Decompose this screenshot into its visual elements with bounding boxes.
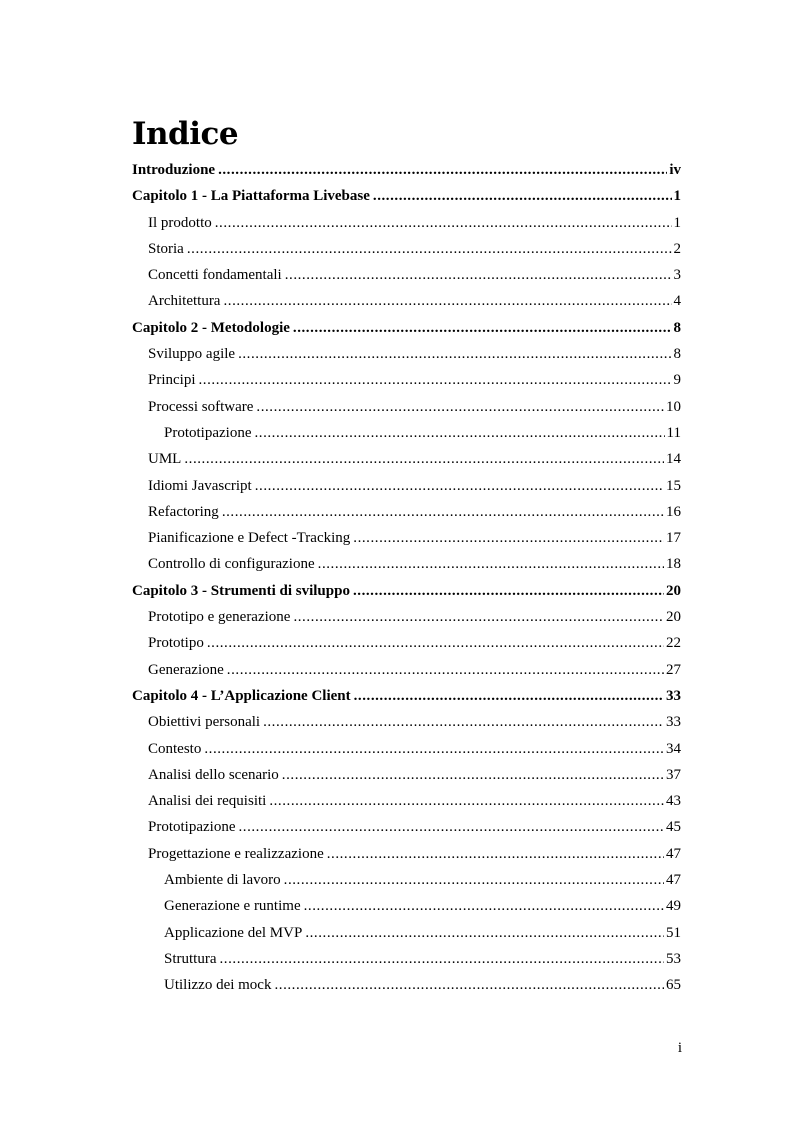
toc-entry-page: 20 <box>666 609 681 626</box>
toc-entry[interactable] <box>132 736 681 762</box>
dot-leader <box>274 972 664 998</box>
toc-entry-label: Capitolo 2 - Metodologie <box>132 319 290 336</box>
toc-entry[interactable] <box>132 446 681 472</box>
dot-leader <box>327 841 664 867</box>
toc-entry-label: Sviluppo agile <box>148 346 236 363</box>
toc-entry[interactable] <box>132 367 681 393</box>
toc-entry-page: 8 <box>673 319 681 336</box>
dot-leader <box>204 736 664 762</box>
page-number: i <box>677 1040 682 1056</box>
dot-leader <box>223 288 671 314</box>
toc-entry-page: 47 <box>666 872 681 889</box>
dot-leader <box>255 473 664 499</box>
dot-leader <box>269 788 664 814</box>
toc-entry-label: Pianificazione e Defect -Tracking <box>148 530 351 547</box>
dot-leader <box>373 183 672 209</box>
toc-entry-page: 4 <box>673 293 681 310</box>
dot-leader <box>353 578 664 604</box>
toc-entry-page: 27 <box>666 661 681 678</box>
dot-leader <box>263 709 664 735</box>
toc-entry-page: 15 <box>666 477 681 494</box>
toc-entry-page: 17 <box>666 530 681 547</box>
toc-entry[interactable] <box>132 604 681 630</box>
toc-entry-label: Prototipo e generazione <box>148 609 291 626</box>
dot-leader <box>293 315 672 341</box>
toc-entry-page: 47 <box>666 845 681 862</box>
toc-entry-label: Struttura <box>164 950 217 967</box>
table-of-contents <box>132 157 681 999</box>
toc-entry[interactable] <box>132 893 681 919</box>
toc-entry-label: Analisi dello scenario <box>148 766 279 783</box>
toc-entry-page: 65 <box>666 977 681 994</box>
dot-leader <box>215 210 672 236</box>
toc-entry-page: 49 <box>666 898 681 915</box>
dot-leader <box>254 420 664 446</box>
toc-entry[interactable] <box>132 814 681 840</box>
dot-leader <box>207 630 664 656</box>
toc-entry-page: 16 <box>666 503 681 520</box>
toc-entry-page: 45 <box>666 819 681 836</box>
toc-entry-label: Generazione <box>148 661 224 678</box>
toc-entry-page: 37 <box>666 766 681 783</box>
toc-entry[interactable] <box>132 578 681 604</box>
toc-entry-page: 43 <box>666 793 681 810</box>
toc-entry[interactable] <box>132 709 681 735</box>
toc-entry[interactable] <box>132 683 681 709</box>
toc-entry-page: 53 <box>666 950 681 967</box>
toc-entry-page: 22 <box>666 635 681 652</box>
dot-leader <box>238 814 664 840</box>
dot-leader <box>305 920 664 946</box>
dot-leader <box>227 657 664 683</box>
toc-entry-label: Controllo di configurazione <box>148 556 315 573</box>
dot-leader <box>304 893 664 919</box>
toc-entry-label: Capitolo 1 - La Piattaforma Livebase <box>132 188 370 205</box>
toc-entry[interactable] <box>132 762 681 788</box>
dot-leader <box>353 525 664 551</box>
toc-entry[interactable] <box>132 288 681 314</box>
toc-entry-page: 1 <box>673 214 681 231</box>
toc-entry-label: Idiomi Javascript <box>148 477 252 494</box>
dot-leader <box>238 341 671 367</box>
toc-entry[interactable] <box>132 788 681 814</box>
toc-entry-label: Concetti fondamentali <box>148 267 282 284</box>
dot-leader <box>293 604 664 630</box>
toc-entry-label: Utilizzo dei mock <box>164 977 272 994</box>
toc-entry-page: 14 <box>666 451 681 468</box>
dot-leader <box>218 157 667 183</box>
toc-entry-label: Capitolo 4 - L’Applicazione Client <box>132 687 351 704</box>
dot-leader <box>220 946 665 972</box>
toc-entry[interactable] <box>132 262 681 288</box>
toc-entry-page: 51 <box>666 924 681 941</box>
toc-entry-page: 34 <box>666 740 681 757</box>
dot-leader <box>285 262 672 288</box>
toc-entry[interactable] <box>132 341 681 367</box>
toc-entry[interactable] <box>132 972 681 998</box>
toc-entry-label: UML <box>148 451 182 468</box>
dot-leader <box>256 394 664 420</box>
toc-entry[interactable] <box>132 394 681 420</box>
toc-entry[interactable] <box>132 236 681 262</box>
toc-entry-label: Prototipazione <box>164 424 252 441</box>
toc-entry-page: iv <box>669 162 681 178</box>
dot-leader <box>184 446 664 472</box>
toc-entry-label: Ambiente di lavoro <box>164 872 281 889</box>
toc-entry-label: Refactoring <box>148 503 219 520</box>
toc-entry-page: 1 <box>673 188 681 205</box>
toc-entry-label: Principi <box>148 372 196 389</box>
dot-leader <box>282 762 664 788</box>
dot-leader <box>354 683 664 709</box>
toc-entry-label: Capitolo 3 - Strumenti di sviluppo <box>132 582 350 599</box>
dot-leader <box>222 499 664 525</box>
toc-entry-label: Generazione e runtime <box>164 898 301 915</box>
toc-entry-page: 10 <box>666 398 681 415</box>
toc-entry[interactable] <box>132 867 681 893</box>
toc-entry-label: Introduzione <box>132 162 216 178</box>
toc-entry-label: Analisi dei requisiti <box>148 793 267 810</box>
toc-entry-label: Prototipazione <box>148 819 236 836</box>
toc-entry-label: Obiettivi personali <box>148 714 261 731</box>
toc-entry[interactable] <box>132 183 681 209</box>
toc-entry[interactable] <box>132 920 681 946</box>
dot-leader <box>199 367 672 393</box>
toc-entry[interactable] <box>132 499 681 525</box>
page-title: Indice <box>132 116 239 152</box>
toc-entry[interactable] <box>132 841 681 867</box>
toc-entry[interactable] <box>132 657 681 683</box>
toc-entry[interactable] <box>132 630 681 656</box>
dot-leader <box>318 551 664 577</box>
toc-entry[interactable] <box>132 315 681 341</box>
toc-entry-label: Contesto <box>148 740 202 757</box>
dot-leader <box>284 867 664 893</box>
toc-entry-label: Processi software <box>148 398 254 415</box>
toc-entry[interactable] <box>132 525 681 551</box>
toc-entry-page: 8 <box>673 346 681 363</box>
toc-entry[interactable] <box>132 473 681 499</box>
toc-entry[interactable] <box>132 210 681 236</box>
toc-entry-label: Applicazione del MVP <box>164 924 303 941</box>
toc-entry-page: 33 <box>666 714 681 731</box>
toc-entry-page: 33 <box>666 687 681 704</box>
toc-entry-label: Prototipo <box>148 635 204 652</box>
toc-entry-label: Il prodotto <box>148 214 212 231</box>
toc-entry-page: 3 <box>673 267 681 284</box>
toc-entry[interactable] <box>132 946 681 972</box>
toc-entry-page: 11 <box>666 424 681 441</box>
toc-entry-page: 2 <box>673 240 681 257</box>
toc-entry[interactable] <box>132 551 681 577</box>
toc-entry-page: 20 <box>666 582 681 599</box>
toc-entry-page: 9 <box>673 372 681 389</box>
toc-entry-label: Storia <box>148 240 184 257</box>
toc-entry-label: Architettura <box>148 293 221 310</box>
toc-entry-page: 18 <box>666 556 681 573</box>
dot-leader <box>187 236 672 262</box>
toc-entry-label: Progettazione e realizzazione <box>148 845 324 862</box>
toc-entry[interactable] <box>132 420 681 446</box>
toc-entry[interactable] <box>132 157 681 183</box>
